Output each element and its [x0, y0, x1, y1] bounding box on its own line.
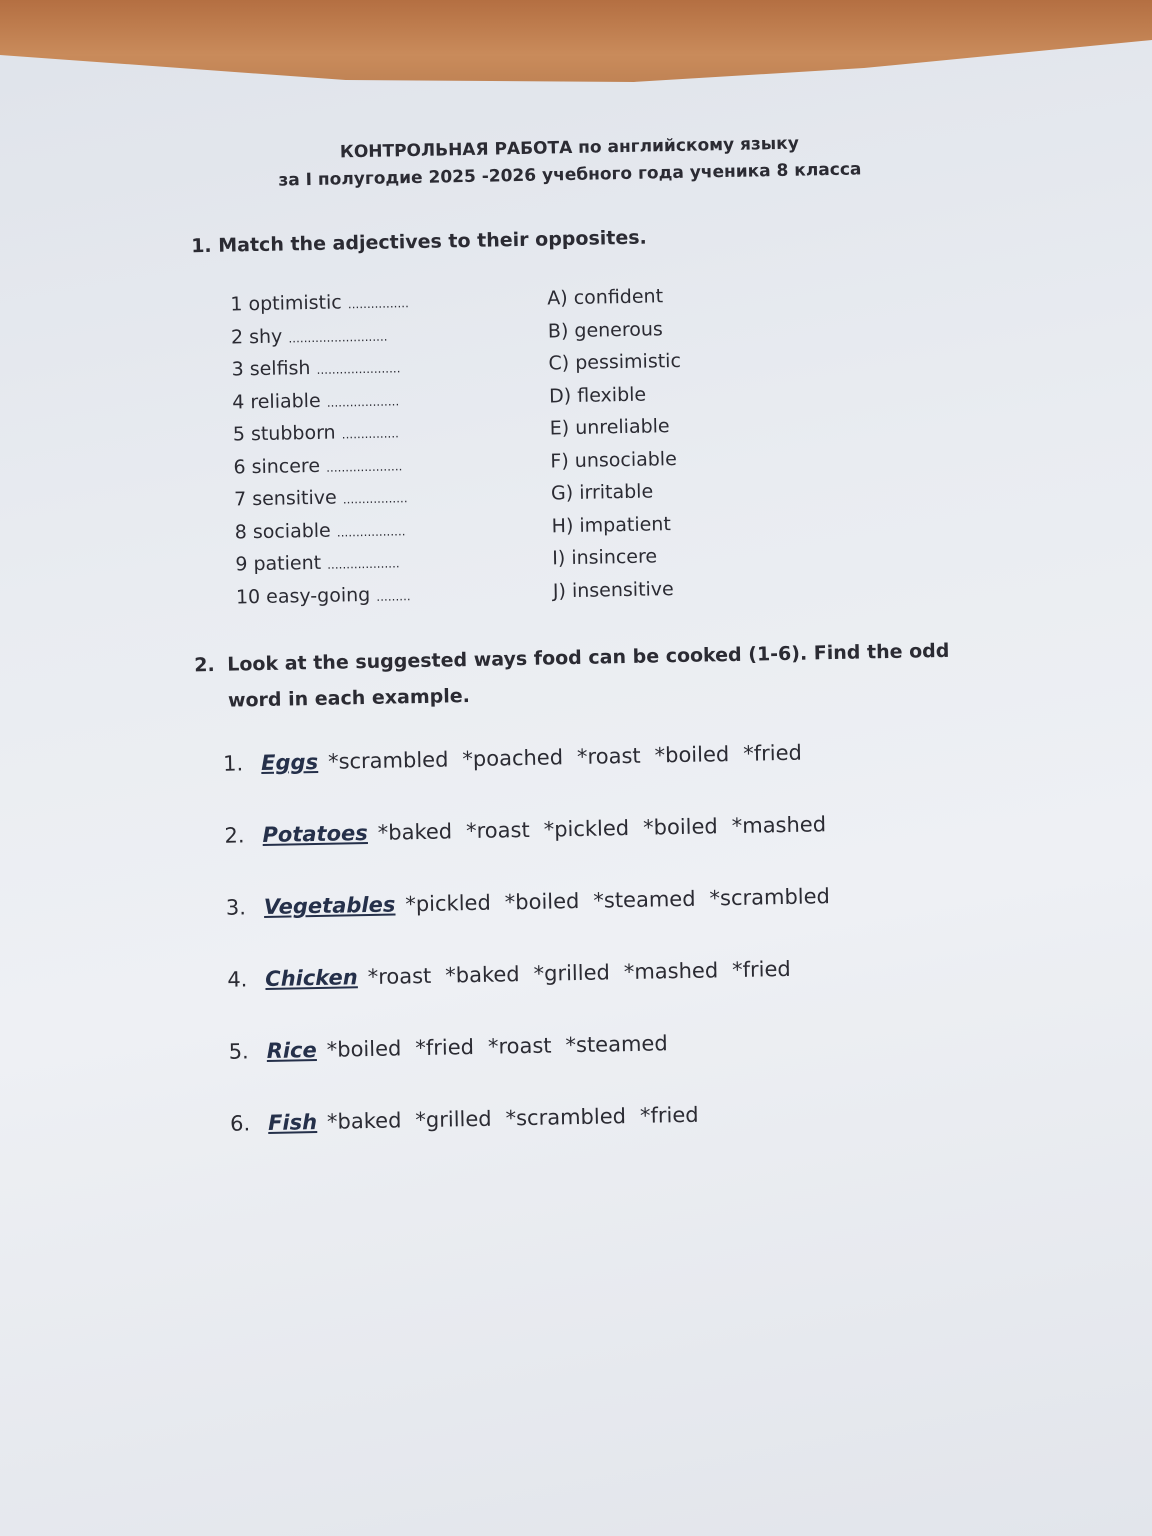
adjective-item [233, 453, 412, 489]
cooking-option: *roast [465, 817, 530, 844]
adjective-item [231, 323, 410, 359]
food-item [230, 1100, 849, 1184]
cooking-option: *steamed [593, 886, 696, 913]
cooking-option: *mashed [623, 958, 719, 985]
adjective-label: 2 shy [230, 325, 283, 349]
opposite-item: E) unreliable [549, 415, 670, 440]
food-item-number: 1. [222, 751, 244, 776]
adjective-label: 6 sincere [233, 454, 321, 479]
cooking-option: *mashed [731, 812, 827, 839]
task2-title [194, 632, 995, 719]
opposite-item: C) pessimistic [548, 349, 682, 375]
cooking-option: *boiled [504, 888, 580, 915]
cooking-option: *grilled [415, 1106, 492, 1133]
opposite-item: F) unsociable [550, 447, 677, 472]
adjective-item [233, 420, 412, 456]
header-subtitle: за I полугодие 2025 -2026 учебного года ученика 8 класса [278, 159, 862, 191]
food-name: Vegetables [263, 892, 396, 920]
cooking-option: *pickled [543, 816, 630, 842]
opposite-item: J) insensitive [552, 577, 674, 602]
cooking-option: *roast [576, 743, 641, 769]
cooking-option: *poached [462, 745, 564, 772]
opposite-item: I) insincere [552, 545, 658, 570]
food-item [227, 956, 846, 1040]
cooking-option: *boiled [642, 814, 718, 840]
cooking-option: *scrambled [327, 747, 449, 774]
answer-blank: ............... [341, 426, 400, 442]
cooking-option: *fried [731, 956, 791, 983]
task1-title: 1. Match the adjectives to their opposites. [191, 226, 647, 258]
cooking-option: *boiled [654, 742, 730, 768]
answer-blank: ...................... [316, 361, 401, 377]
food-item-number: 4. [227, 967, 248, 992]
opposite-list [547, 285, 686, 612]
adjective-label: 7 sensitive [233, 486, 337, 511]
answer-blank: ................... [326, 393, 400, 410]
food-name: Eggs [260, 749, 319, 776]
answer-blank: ................. [342, 491, 408, 507]
answer-blank: .................. [336, 523, 406, 540]
adjective-label: 4 reliable [232, 389, 321, 414]
cooking-option: *baked [445, 962, 520, 988]
food-name: Rice [266, 1038, 317, 1064]
cooking-option: *fried [639, 1102, 699, 1128]
cooking-option: *fried [742, 740, 803, 766]
food-name: Fish [267, 1110, 318, 1135]
cooking-option: *roast [487, 1033, 552, 1059]
adjective-item [234, 485, 413, 521]
food-item-number: 6. [229, 1111, 251, 1136]
cooking-option: *scrambled [505, 1104, 627, 1131]
answer-blank: ......... [376, 588, 411, 604]
adjective-item [235, 550, 414, 586]
task2-number: 2. [194, 653, 215, 677]
cooking-option: *steamed [565, 1031, 668, 1058]
adjective-item [232, 388, 411, 424]
cooking-option: *scrambled [709, 884, 831, 911]
adjective-label: 8 sociable [234, 519, 331, 544]
adjective-item [236, 583, 415, 619]
adjective-label: 9 patient [235, 551, 322, 576]
opposite-item: H) impatient [551, 512, 671, 537]
task2-text: Look at the suggested ways food can be cooked (1-6). Find the odd word in each example. [227, 639, 950, 712]
adjective-list [230, 290, 415, 618]
cooking-option: *fried [415, 1035, 475, 1061]
adjective-label: 5 stubborn [232, 421, 336, 446]
header-title: КОНТРОЛЬНАЯ РАБОТА по английскому языку [339, 133, 800, 163]
food-item-number: 2. [224, 823, 245, 848]
answer-blank: ................... [327, 556, 400, 572]
adjective-label: 1 optimistic [230, 291, 342, 316]
answer-blank: .......................... [288, 329, 388, 345]
answer-blank: .................... [325, 458, 403, 475]
cooking-option: *boiled [326, 1036, 402, 1062]
adjective-item [231, 355, 410, 391]
adjective-item [235, 518, 414, 554]
opposite-item: D) flexible [548, 383, 647, 407]
food-item [224, 812, 843, 896]
answer-blank: ................ [347, 296, 409, 312]
food-item [228, 1028, 847, 1112]
cooking-option: *roast [367, 963, 432, 990]
cooking-option: *grilled [533, 960, 611, 986]
adjective-item [230, 290, 409, 326]
adjective-label: 10 easy-going [235, 583, 371, 609]
food-item-number: 5. [228, 1039, 249, 1064]
cooking-option: *baked [326, 1108, 402, 1134]
food-item [226, 884, 845, 968]
food-item [223, 740, 842, 824]
opposite-item: G) irritable [550, 480, 654, 505]
opposite-item: B) generous [547, 317, 664, 342]
cooking-option: *baked [377, 819, 453, 845]
cooking-option: *pickled [405, 890, 492, 917]
food-name: Chicken [265, 965, 358, 992]
adjective-label: 3 selfish [231, 357, 311, 381]
food-list [223, 740, 849, 1184]
opposite-item: A) confident [547, 285, 664, 310]
food-name: Potatoes [262, 821, 368, 848]
food-item-number: 3. [225, 895, 247, 920]
